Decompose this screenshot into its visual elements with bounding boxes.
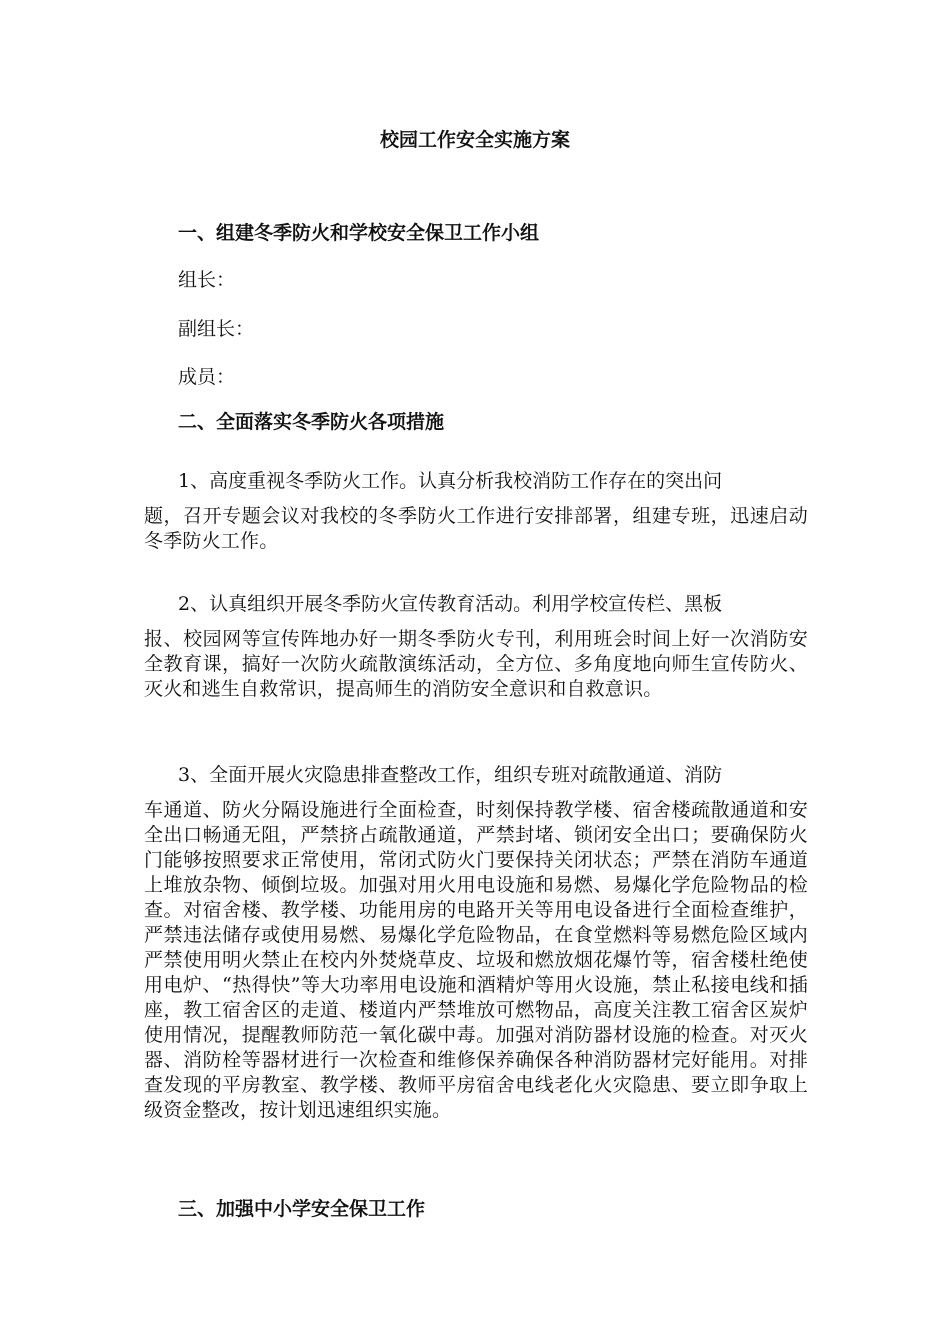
measure-item-2-body: 报、校园网等宣传阵地办好一期冬季防火专刊，利用班会时间上好一次消防安全教育课，搞好一次防火疏散演练活动，全方位、多角度地向师生宣传防火、灭火和逃生自救常识，提高师生的消防安全意识和自救意识。 <box>144 628 808 700</box>
measure-item-1-body: 题，召开专题会议对我校的冬季防火工作进行安排部署，组建专班，迅速启动冬季防火工作。 <box>144 505 808 552</box>
measure-item-3-first-line: 3、全面开展火灾隐患排查整改工作，组织专班对疏散通道、消防 <box>178 764 723 786</box>
section-1-heading: 一、组建冬季防火和学校安全保卫工作小组 <box>178 222 540 244</box>
section-2-heading: 二、全面落实冬季防火各项措施 <box>178 411 445 433</box>
deputy-leader-label: 副组长： <box>178 318 255 340</box>
measure-item-3-body: 车通道、防火分隔设施进行全面检查，时刻保持教学楼、宿舍楼疏散通道和安全出口畅通无阻，严禁挤占疏散通道，严禁封堵、锁闭安全出口；要确保防火门能够按照要求正常使用，常闭式防火门要保持关闭状态；严禁在消防车通道上堆放杂物、倾倒垃圾。加强对用火用电设施和易燃、易爆化学危险物品的检查。对宿舍楼、教学楼、功能用房的电路开关等用电设备进行全面检查维护，严禁违法储存或使用易燃、易爆化学危险物品，在食堂燃料等易燃危险区域内严禁使用明火禁止在校内外焚烧草皮、垃圾和燃放烟花爆竹等，宿舍楼杜绝使用电炉、“热得快”等大功率用电设施和酒精炉等用火设施，禁止私接电线和插座，教工宿舍区的走道、楼道内严禁堆放可燃物品，高度关注教工宿舍区炭炉使用情况，提醒教师防范一氧化碳中毒。加强对消防器材设施的检查。对灭火器、消防栓等器材进行一次检查和维修保养确保各种消防器材完好能用。对排查发现的平房教室、教学楼、教师平房宿舍电线老化火灾隐患、要立即争取上级资金整改，按计划迅速组织实施。 <box>144 799 808 1121</box>
measure-item-1 <box>144 468 808 554</box>
members-label: 成员： <box>178 366 236 388</box>
section-3-heading: 三、加强中小学安全保卫工作 <box>178 1198 426 1220</box>
measure-item-3 <box>144 762 808 1123</box>
document-title: 校园工作安全实施方案 <box>379 129 570 151</box>
measure-item-1-first-line: 1、高度重视冬季防火工作。认真分析我校消防工作存在的突出问 <box>178 470 723 492</box>
leader-label: 组长： <box>178 269 236 291</box>
measure-item-2 <box>144 591 808 702</box>
measure-item-2-first-line: 2、认真组织开展冬季防火宣传教育活动。利用学校宣传栏、黑板 <box>178 593 723 615</box>
